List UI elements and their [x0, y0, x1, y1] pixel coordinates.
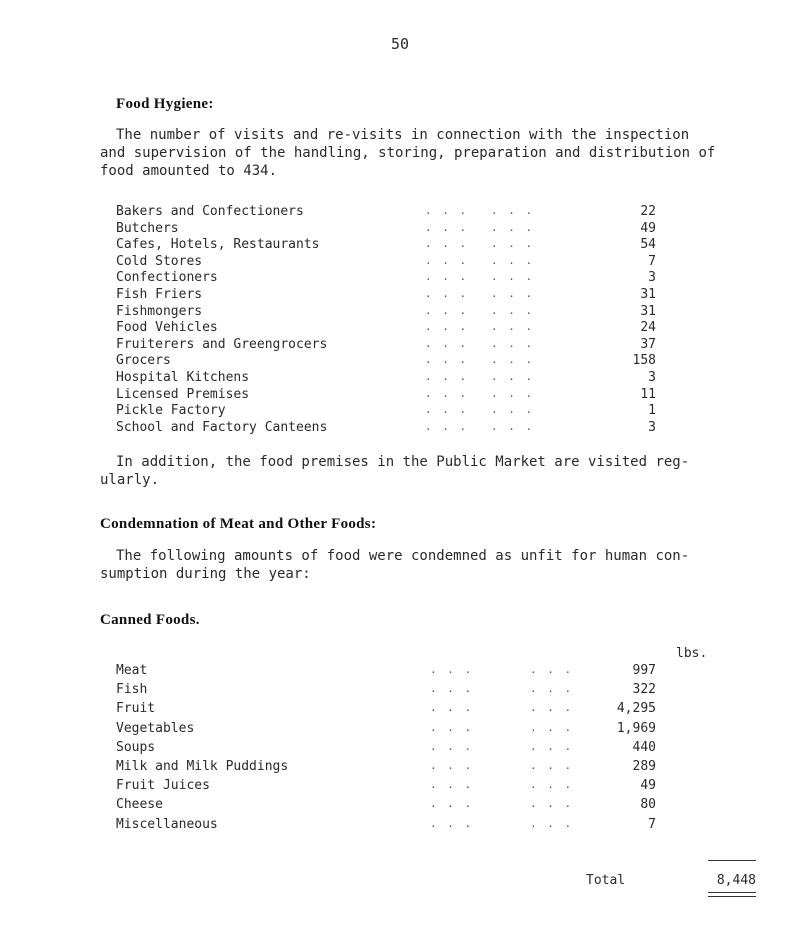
canned-row [0, 797, 800, 816]
condemnation-line-2: sumption during the year: [100, 566, 311, 582]
leader-dots: . . . [425, 386, 469, 400]
leader-dots: . . . [491, 386, 535, 400]
premises-label: Fruiterers and Greengrocers [116, 336, 328, 352]
total-rule-top [708, 860, 756, 861]
premises-row [0, 221, 800, 239]
premises-value: 31 [640, 287, 656, 302]
premises-row [0, 353, 800, 371]
food-hygiene-heading: Food Hygiene: [116, 96, 214, 112]
premises-value: 3 [648, 270, 656, 286]
canned-row [0, 759, 800, 778]
premises-row [0, 420, 800, 438]
premises-value: 54 [640, 237, 656, 253]
canned-row [0, 721, 800, 740]
premises-row [0, 320, 800, 338]
canned-value: 80 [640, 797, 656, 813]
leader-dots: . . . [491, 353, 535, 367]
leader-dots: . . . [530, 720, 574, 734]
condemnation-line-1: The following amounts of food were condemned as unfit for human con- [116, 548, 690, 564]
canned-row [0, 682, 800, 701]
premises-label: Cold Stores [116, 253, 203, 269]
addition-line-2: ularly. [100, 472, 160, 488]
leader-dots: . . . [491, 287, 535, 300]
premises-row [0, 304, 800, 322]
premises-row [0, 270, 800, 288]
premises-row [0, 237, 800, 255]
leader-dots: . . . [491, 336, 535, 350]
premises-value: 3 [648, 370, 656, 385]
premises-label: Confectioners [116, 270, 218, 286]
leader-dots: . . . [430, 759, 474, 772]
leader-dots: . . . [430, 797, 474, 811]
canned-label: Meat [116, 663, 148, 678]
intro-line-3: food amounted to 434. [100, 163, 278, 179]
premises-label: Grocers [116, 353, 171, 369]
premises-label: Hospital Kitchens [116, 370, 250, 385]
leader-dots: . . . [425, 370, 469, 383]
canned-value: 997 [632, 663, 656, 678]
canned-value: 7 [648, 816, 656, 832]
leader-dots: . . . [530, 797, 574, 811]
canned-label: Milk and Milk Puddings [116, 759, 289, 774]
total-rule-double-2 [708, 896, 756, 897]
premises-value: 3 [648, 419, 656, 435]
leader-dots: . . . [491, 204, 535, 217]
canned-label: Miscellaneous [116, 816, 218, 832]
leader-dots: . . . [425, 204, 469, 217]
canned-value: 440 [632, 739, 656, 755]
canned-value: 1,969 [616, 720, 656, 736]
canned-row [0, 663, 800, 682]
premises-label: Pickle Factory [116, 403, 226, 419]
unit-label: lbs. [676, 646, 708, 661]
canned-row [0, 701, 800, 720]
canned-label: Cheese [116, 797, 163, 813]
leader-dots: . . . [491, 370, 535, 383]
leader-dots: . . . [491, 253, 535, 267]
premises-value: 37 [640, 336, 656, 352]
premises-value: 31 [640, 303, 656, 319]
premises-value: 158 [632, 353, 656, 369]
canned-row [0, 740, 800, 759]
leader-dots: . . . [425, 303, 469, 317]
leader-dots: . . . [491, 220, 535, 234]
leader-dots: . . . [430, 739, 474, 753]
premises-label: Cafes, Hotels, Restaurants [116, 237, 320, 253]
premises-value: 11 [640, 386, 656, 402]
premises-row [0, 287, 800, 305]
leader-dots: . . . [425, 419, 469, 433]
leader-dots: . . . [430, 720, 474, 734]
leader-dots: . . . [530, 816, 574, 830]
leader-dots: . . . [425, 320, 469, 334]
canned-foods-heading: Canned Foods. [100, 612, 200, 628]
canned-value: 322 [632, 682, 656, 698]
premises-label: Butchers [116, 220, 179, 236]
leader-dots: . . . [425, 403, 469, 417]
premises-row [0, 204, 800, 222]
leader-dots: . . . [491, 320, 535, 334]
premises-row [0, 337, 800, 355]
premises-label: Licensed Premises [116, 386, 250, 402]
canned-label: Soups [116, 739, 156, 755]
canned-row [0, 778, 800, 797]
leader-dots: . . . [491, 237, 535, 251]
leader-dots: . . . [530, 682, 574, 696]
leader-dots: . . . [491, 270, 535, 284]
leader-dots: . . . [530, 663, 574, 676]
premises-row [0, 370, 800, 388]
premises-label: School and Factory Canteens [116, 419, 328, 435]
canned-value: 4,295 [616, 701, 656, 717]
total-label: Total [586, 873, 626, 888]
leader-dots: . . . [430, 816, 474, 830]
leader-dots: . . . [425, 353, 469, 367]
canned-value: 289 [632, 759, 656, 774]
premises-row [0, 254, 800, 272]
leader-dots: . . . [425, 270, 469, 284]
leader-dots: . . . [425, 253, 469, 267]
canned-label: Fish [116, 682, 148, 698]
premises-label: Fish Friers [116, 287, 203, 302]
page-number: 50 [390, 35, 410, 53]
leader-dots: . . . [430, 663, 474, 676]
premises-value: 24 [640, 320, 656, 336]
canned-label: Fruit [116, 701, 156, 717]
leader-dots: . . . [430, 682, 474, 696]
premises-label: Bakers and Confectioners [116, 204, 304, 219]
leader-dots: . . . [425, 287, 469, 300]
condemnation-heading: Condemnation of Meat and Other Foods: [100, 516, 377, 532]
premises-value: 1 [648, 403, 656, 419]
premises-value: 22 [640, 204, 656, 219]
premises-label: Fishmongers [116, 303, 203, 319]
canned-label: Fruit Juices [116, 778, 210, 794]
premises-row [0, 403, 800, 421]
canned-label: Vegetables [116, 720, 195, 736]
leader-dots: . . . [425, 336, 469, 350]
leader-dots: . . . [491, 403, 535, 417]
leader-dots: . . . [430, 778, 474, 792]
leader-dots: . . . [491, 303, 535, 317]
intro-line-2: and supervision of the handling, storing, preparation and distribution of [100, 145, 716, 161]
leader-dots: . . . [425, 237, 469, 251]
total-value: 8,448 [716, 873, 756, 888]
total-rule-double-1 [708, 892, 756, 893]
canned-row [0, 817, 800, 836]
leader-dots: . . . [530, 739, 574, 753]
leader-dots: . . . [530, 759, 574, 772]
premises-value: 7 [648, 253, 656, 269]
addition-line-1: In addition, the food premises in the Public Market are visited reg- [116, 454, 690, 470]
leader-dots: . . . [491, 419, 535, 433]
leader-dots: . . . [530, 778, 574, 792]
premises-label: Food Vehicles [116, 320, 218, 336]
intro-line-1: The number of visits and re-visits in connection with the inspection [116, 127, 690, 143]
leader-dots: . . . [425, 220, 469, 234]
premises-row [0, 387, 800, 405]
premises-value: 49 [640, 220, 656, 236]
canned-value: 49 [640, 778, 656, 794]
leader-dots: . . . [430, 701, 474, 715]
leader-dots: . . . [530, 701, 574, 715]
